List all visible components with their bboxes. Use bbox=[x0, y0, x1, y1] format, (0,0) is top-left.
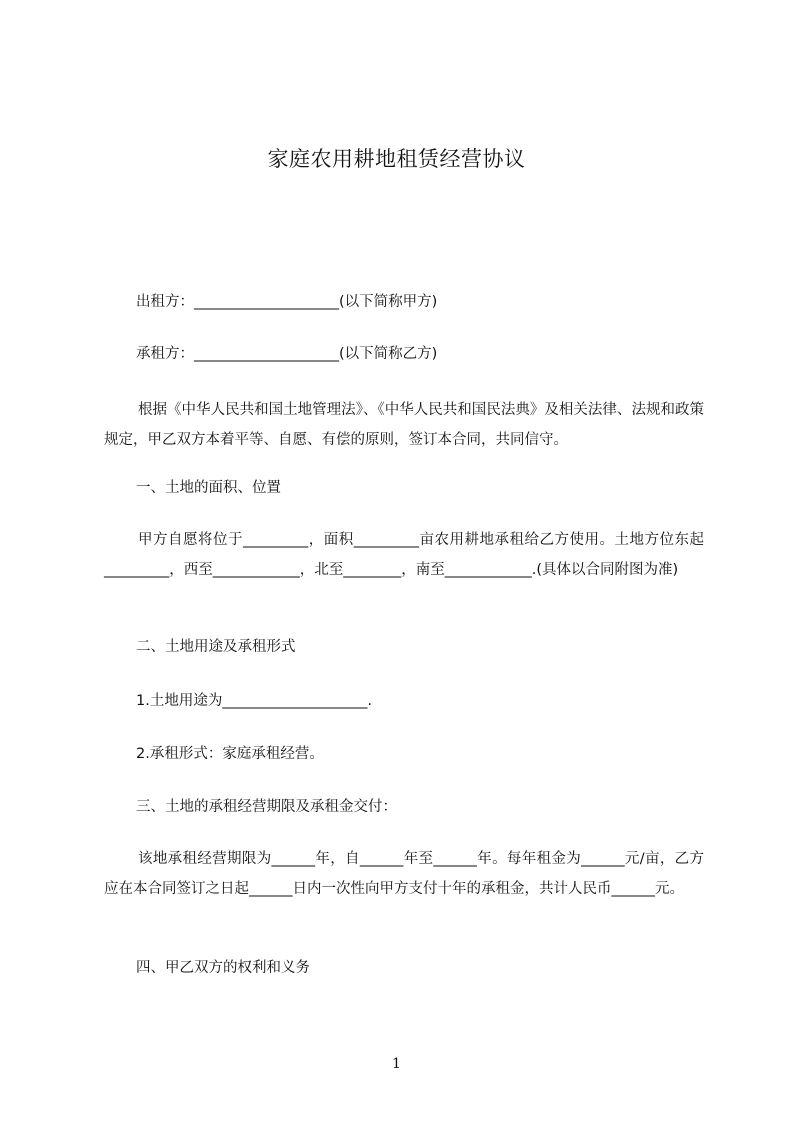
section3-heading: 三、土地的承租经营期限及承租金交付： bbox=[136, 799, 397, 815]
section1-heading: 一、土地的面积、位置 bbox=[136, 480, 281, 496]
section3-paragraph: 该地承租经营期限为______年，自______年至______年。每年租金为______元/亩，乙方应在本合同签订之日起______日内一次性向甲方支付十年的承租金，共计人民币______元。 bbox=[104, 851, 704, 897]
section2-item2: 2.承租形式：家庭承租经营。 bbox=[136, 746, 324, 762]
party-b-line: 承租方：____________________(以下简称乙方) bbox=[136, 346, 438, 362]
section4-heading: 四、甲乙双方的权利和义务 bbox=[136, 960, 310, 976]
document-title: 家庭农用耕地租赁经营协议 bbox=[267, 147, 526, 171]
preamble-paragraph: 根据《中华人民共和国土地管理法》、《中华人民共和国民法典》及相关法律、法规和政策规定，甲乙双方本着平等、自愿、有偿的原则，签订本合同，共同信守。 bbox=[104, 402, 704, 448]
party-a-line: 出租方：____________________(以下简称甲方) bbox=[136, 294, 438, 310]
page-number: 1 bbox=[392, 1056, 401, 1072]
section1-paragraph: 甲方自愿将位于_________，面积_________亩农用耕地承租给乙方使用。土地方位东起_________，西至____________，北至________，南至____________.(具体以合同附图为准) bbox=[104, 532, 704, 578]
section2-heading: 二、土地用途及承租形式 bbox=[136, 639, 296, 655]
section2-item1: 1.土地用途为____________________. bbox=[136, 693, 372, 709]
